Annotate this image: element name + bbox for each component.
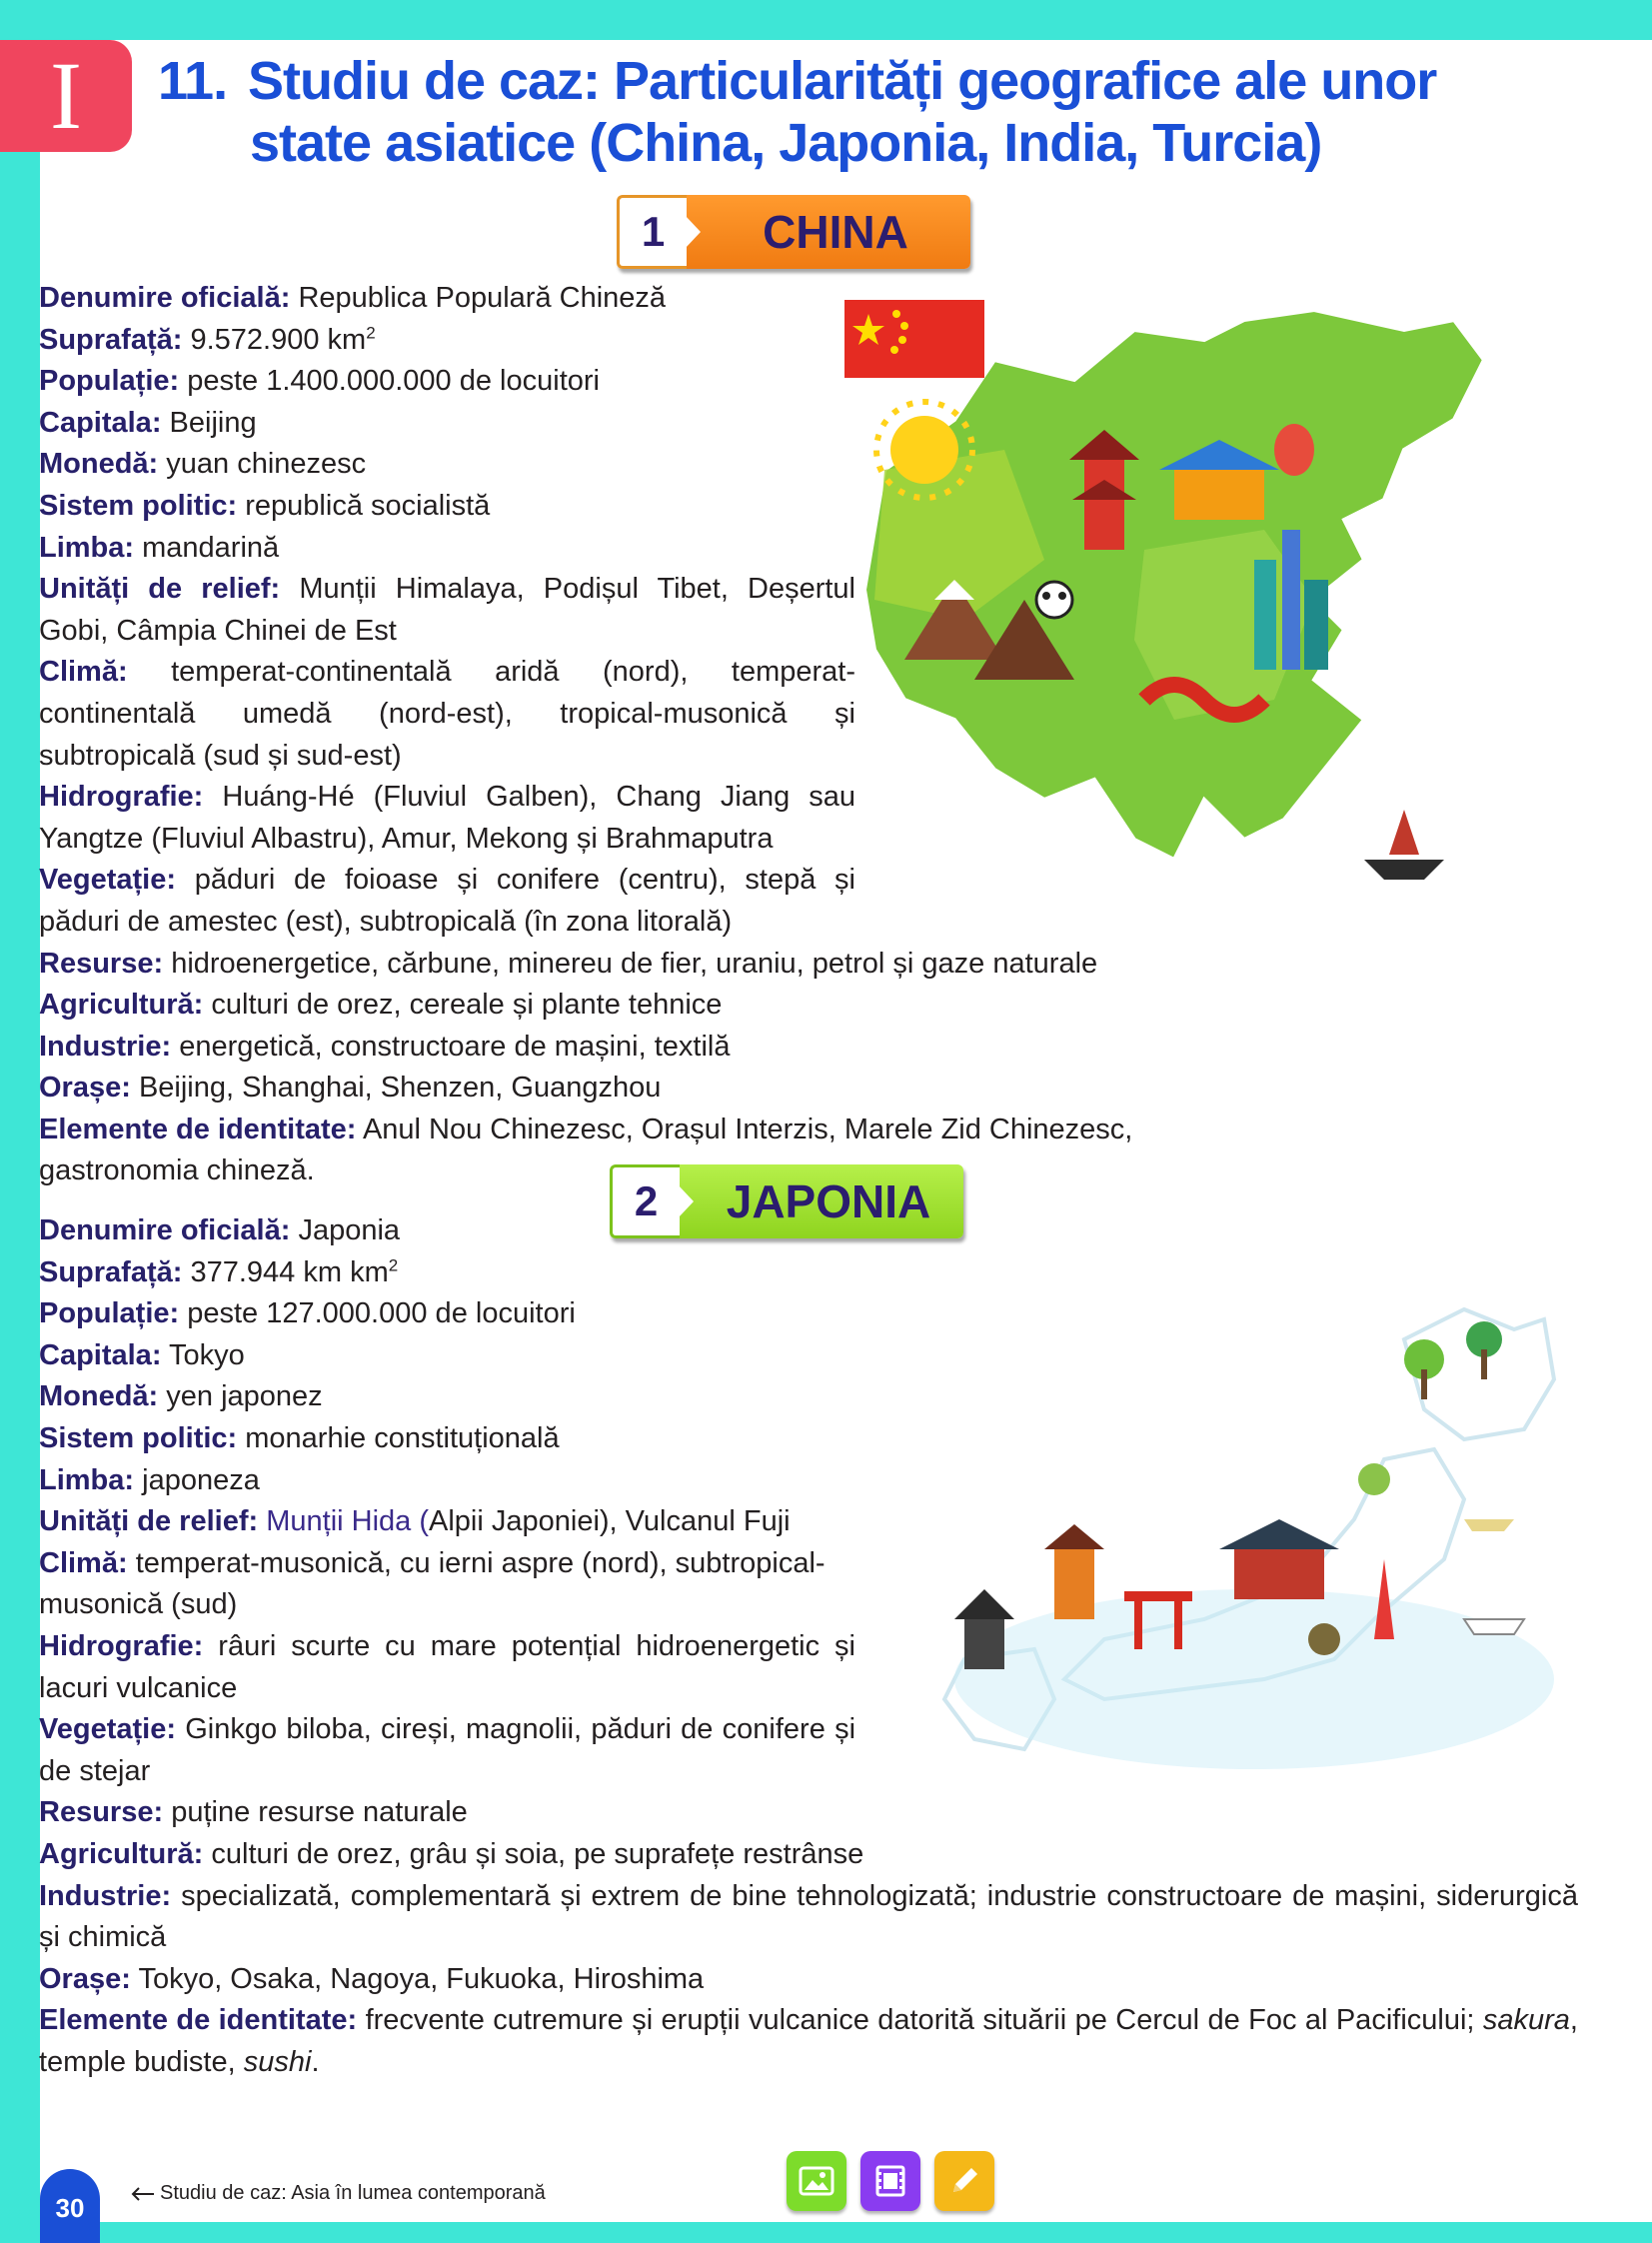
fact-value: 9.572.900 km [190, 323, 367, 356]
back-link-label: Studiu de caz: Asia în lumea contemporană [160, 2182, 546, 2204]
fact-value: japoneza [142, 1463, 260, 1496]
fact-value: culturi de orez, cereale și plante tehnice [211, 989, 723, 1022]
fact-label: Orașe: [39, 1072, 131, 1105]
fact-value: culturi de orez, grâu și soia, pe suprafețe restrânse [211, 1837, 864, 1870]
fact-label: Sistem politic: [39, 1421, 238, 1454]
fact-value: specializată, complementară și extrem de bine tehnologizată; industrie constructoare de mașini, siderurgică și chimică [39, 1879, 1579, 1954]
fact-value: yuan chinezesc [166, 448, 367, 481]
fact-value: Munții Himalaya, Podișul Tibet, Deșertul Gobi, Câmpia Chinei de Est [39, 573, 855, 647]
fact-label: Suprafață: [39, 1255, 183, 1288]
fact-value: Beijing [169, 406, 257, 439]
fact-value-italic: sakura [1482, 2004, 1570, 2037]
boat-icon [1364, 810, 1444, 880]
page-number: 30 [40, 2169, 100, 2243]
fact-value: Republica Populară Chineză [298, 282, 667, 314]
fact-label: Elemente de identitate: [39, 1113, 357, 1145]
fact-label: Monedă: [39, 1380, 159, 1413]
fact-value: peste 1.400.000.000 de locuitori [187, 365, 600, 398]
fact-label: Orașe: [39, 1962, 131, 1995]
tab-arrow-icon [685, 215, 701, 249]
fact-value: Tokyo, Osaka, Nagoya, Fukuoka, Hiroshima [138, 1962, 705, 1995]
fact-value: Beijing, Shanghai, Shenzen, Guangzhou [138, 1072, 662, 1105]
fact-label: Unități de relief: [39, 573, 281, 606]
fact-label: Elemente de identitate: [39, 2004, 358, 2037]
fact-row [39, 860, 855, 943]
fact-value: Anul Nou Chinezesc, Orașul Interzis, Marele Zid Chinezesc, gastronomia chineză. [39, 1113, 1133, 1187]
fact-label: Vegetație: [39, 1713, 176, 1746]
video-icon[interactable] [860, 2151, 920, 2211]
fact-value: yen japonez [166, 1380, 323, 1413]
fact-row [39, 985, 1138, 1027]
fact-value: republică socialistă [245, 489, 491, 522]
fact-label: Agricultură: [39, 1837, 204, 1870]
footer-icon-bar [787, 2151, 994, 2211]
section-number: 2 [610, 1164, 680, 1238]
fact-row [39, 944, 1138, 986]
sea-shadow [954, 1589, 1554, 1769]
panda-icon [1036, 582, 1072, 618]
page-title [158, 50, 1577, 174]
fact-value: râuri scurte cu mare potențial hidroenergetic și lacuri vulcanice [39, 1629, 855, 1704]
fact-label: Climă: [39, 1546, 128, 1579]
fact-value: Huáng-Hé (Fluviul Galben), Chang Jiang sau Yangtze (Fluviul Albastru), Amur, Mekong și Brahmaputra [39, 781, 855, 855]
fact-value-italic: sushi [243, 2045, 312, 2078]
fact-label: Climă: [39, 656, 128, 689]
fact-label: Denumire oficială: [39, 1214, 291, 1246]
fact-label: Hidrografie: [39, 781, 204, 814]
fact-value: 377.944 km km [190, 1255, 389, 1288]
fact-label: Industrie: [39, 1879, 172, 1912]
buddha-icon [1308, 1623, 1340, 1655]
back-link[interactable] [130, 2182, 546, 2205]
image-icon[interactable] [787, 2151, 846, 2211]
fact-label: Resurse: [39, 947, 164, 980]
fact-value: puține resurse naturale [171, 1796, 468, 1829]
fact-label: Limba: [39, 1463, 135, 1496]
fact-row [39, 1068, 1138, 1110]
fact-row [39, 1110, 1138, 1192]
china-illustrated-map [844, 300, 1494, 900]
fact-value: păduri de foioase și conifere (centru), stepă și păduri de amestec (est), subtropicală (în zona litorală) [39, 864, 855, 938]
ship-icon [1464, 1519, 1524, 1634]
fact-value: temperat-musonică, cu ierni aspre (nord), subtropical-musonică (sud) [39, 1546, 826, 1621]
superscript: 2 [366, 322, 376, 342]
unit-badge: I [0, 40, 132, 152]
fact-label: Industrie: [39, 1030, 172, 1063]
fact-value: Ginkgo biloba, cireși, magnolii, păduri de conifere și de stejar [39, 1713, 856, 1787]
fact-row [39, 1626, 855, 1709]
fact-row [39, 569, 855, 652]
fact-value: . [311, 2045, 320, 2078]
hot-air-balloon-icon [1274, 424, 1314, 476]
fact-label: Sistem politic: [39, 489, 238, 522]
fact-label: Vegetație: [39, 864, 176, 897]
fact-value: Tokyo [169, 1338, 245, 1371]
fact-label: Populație: [39, 1297, 180, 1330]
fact-row [39, 1834, 1578, 1876]
section-label: CHINA [687, 195, 970, 269]
fact-value: temperat-continentală aridă (nord), temperat-continentală umedă (nord-est), tropical-musonică și subtropicală (sud și sud-est) [39, 656, 855, 772]
fact-label: Agricultură: [39, 989, 204, 1022]
fact-row [39, 777, 855, 860]
fact-row [39, 2000, 1578, 2083]
fact-value: monarhie constituțională [245, 1421, 560, 1454]
arrow-left-icon [130, 2186, 156, 2202]
fact-label: Denumire oficială: [39, 282, 291, 314]
lesson-number: 11. [158, 51, 228, 111]
fact-label: Monedă: [39, 448, 159, 481]
fact-row [39, 1876, 1578, 1959]
section-number: 1 [617, 195, 687, 269]
section-tab-china [617, 195, 970, 269]
title-line1: Studiu de caz: Particularități geografice ale unor [248, 51, 1437, 111]
fact-value-highlight: Munții Hida ( [266, 1505, 429, 1538]
fact-label: Resurse: [39, 1796, 164, 1829]
fact-label: Populație: [39, 365, 180, 398]
fact-label: Capitala: [39, 1338, 162, 1371]
fact-value: hidroenergetice, cărbune, minereu de fier, uraniu, petrol și gaze naturale [171, 947, 1098, 980]
section-label: JAPONIA [680, 1164, 963, 1238]
pencil-icon[interactable] [934, 2151, 994, 2211]
fact-row [39, 1709, 855, 1792]
japan-illustrated-map [904, 1299, 1564, 1779]
fact-row [39, 1959, 1578, 2001]
fact-value: peste 127.000.000 de locuitori [187, 1297, 576, 1330]
fact-value: Japonia [298, 1214, 401, 1246]
fact-value: mandarină [142, 531, 280, 564]
fact-row [39, 1027, 1138, 1069]
fact-label: Hidrografie: [39, 1629, 204, 1662]
fact-row [39, 1210, 1578, 1252]
fact-row [39, 1252, 1578, 1294]
fact-row [39, 1543, 855, 1626]
fact-label: Capitala: [39, 406, 162, 439]
fact-value: , temple budiste, [39, 2004, 1578, 2078]
fact-label: Limba: [39, 531, 135, 564]
fact-row [39, 1792, 1578, 1834]
fact-label: Unități de relief: [39, 1505, 259, 1538]
title-line2: state asiatice (China, Japonia, India, Turcia) [250, 113, 1322, 173]
fact-value: energetică, constructoare de mașini, textilă [179, 1030, 731, 1063]
temple-icon [1219, 1519, 1339, 1599]
fact-value: frecvente cutremure și erupții vulcanice datorită situării pe Cercul de Foc al Pacificului; [365, 2004, 1475, 2037]
fact-row [39, 652, 855, 777]
superscript: 2 [388, 1254, 399, 1274]
fact-value: Alpii Japoniei), Vulcanul Fuji [429, 1505, 791, 1538]
china-flag-icon [844, 300, 984, 378]
fact-label: Suprafață: [39, 323, 183, 356]
